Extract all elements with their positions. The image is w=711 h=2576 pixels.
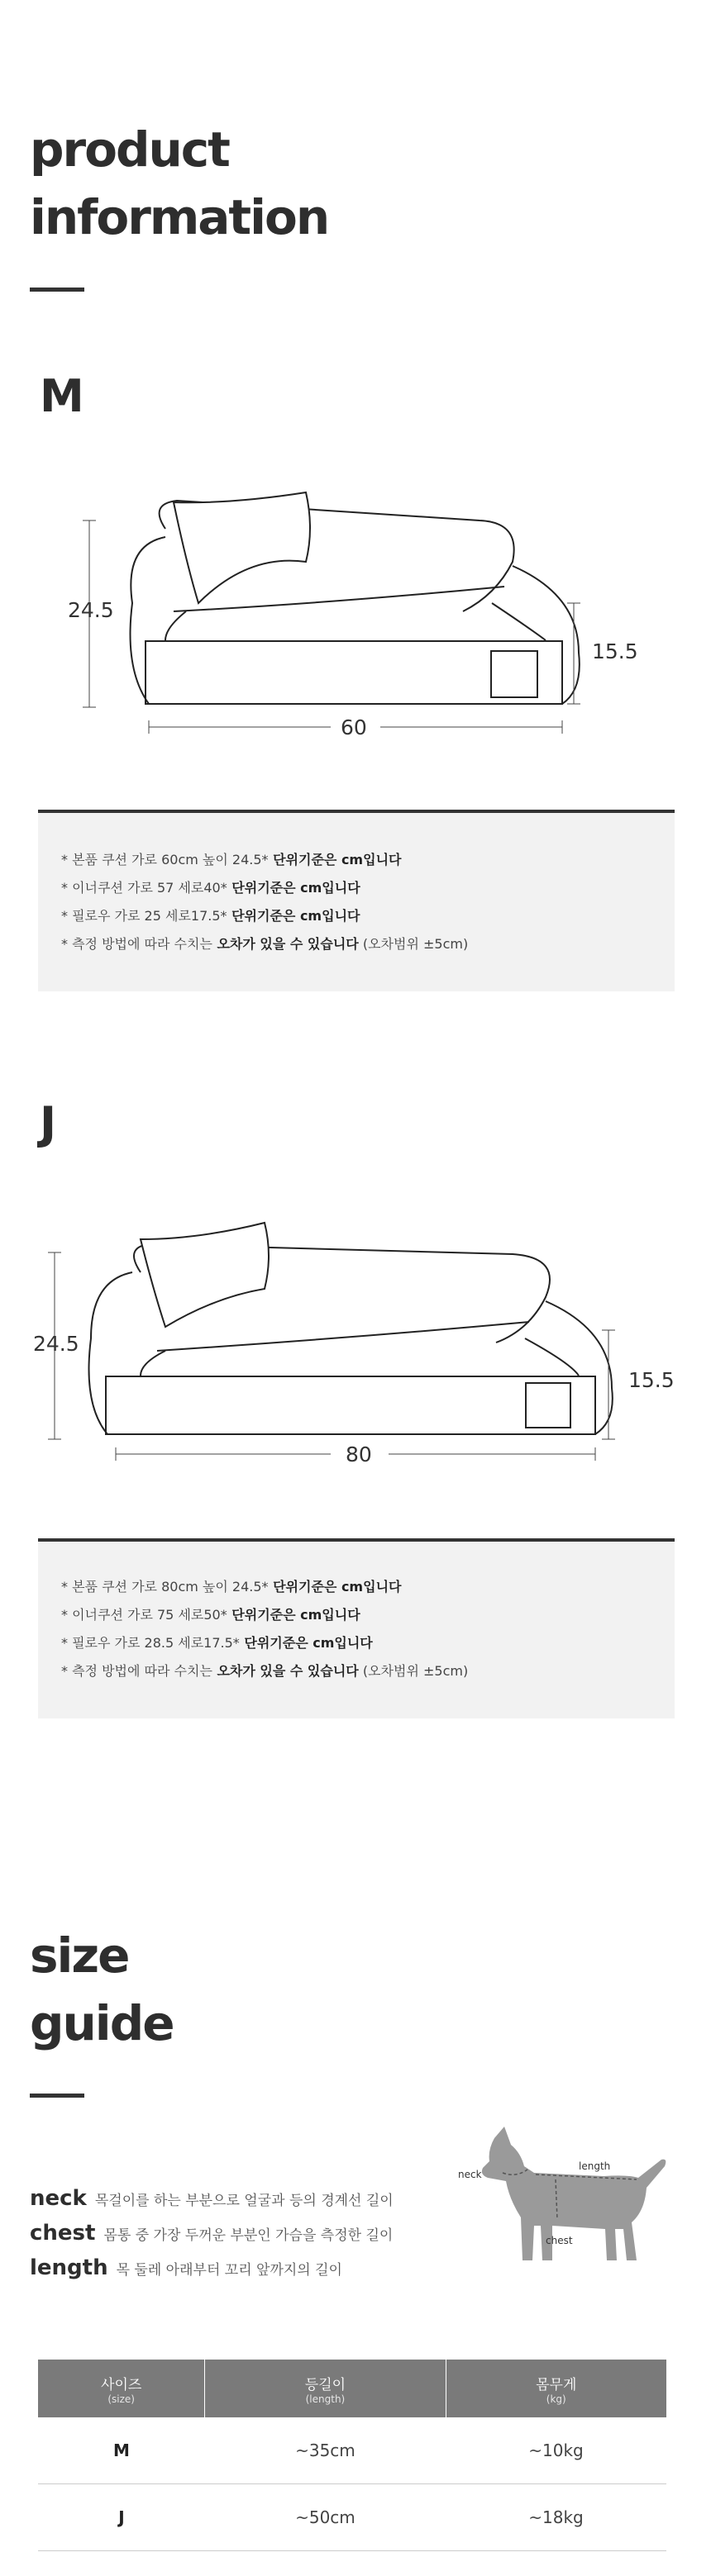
guide-desc-neck: 목걸이를 하는 부분으로 얼굴과 등의 경계선 길이 <box>94 2193 394 2209</box>
table-cell-size: M <box>38 2417 205 2484</box>
size-j-width-dim: 80 <box>346 1442 372 1466</box>
header-size: 사이즈 (size) <box>38 2360 205 2417</box>
heading-underline <box>30 288 84 292</box>
pillow-j <box>141 1223 269 1327</box>
guide-chest <box>30 2221 393 2246</box>
dog-silhouette <box>482 2127 666 2260</box>
product-info-heading <box>30 116 328 251</box>
table-cell-length: ~50cm <box>205 2484 446 2551</box>
pillow-m <box>174 492 310 603</box>
size-guide-underline <box>30 2094 84 2098</box>
size-j-note-4: * 측정 방법에 따라 수치는 오차가 있을 수 있습니다 (오차범위 ±5cm) <box>61 1663 469 1679</box>
size-m-note-2: * 이너쿠션 가로 57 세로40* 단위기준은 cm입니다 <box>61 880 360 896</box>
guide-desc-chest: 몸통 중 가장 두꺼운 부분인 가슴을 측정한 길이 <box>103 2227 394 2244</box>
size-guide-line-2: guide <box>30 1995 174 2051</box>
size-j-side-dim: 15.5 <box>628 1368 675 1392</box>
size-guide-line-1: size <box>30 1927 129 1984</box>
size-j-note-2: * 이너쿠션 가로 75 세로50* 단위기준은 cm입니다 <box>61 1607 360 1623</box>
size-guide-heading <box>30 1922 174 2057</box>
size-j-note-1: * 본품 쿠션 가로 80cm 높이 24.5* 단위기준은 cm입니다 <box>61 1579 402 1595</box>
heading-line-1: product <box>30 121 229 178</box>
size-m-note-3: * 필로우 가로 25 세로17.5* 단위기준은 cm입니다 <box>61 908 360 924</box>
guide-desc-length: 목 둘레 아래부터 꼬리 앞까지의 길이 <box>116 2262 342 2279</box>
guide-neck <box>30 2186 394 2211</box>
size-m-note-4: * 측정 방법에 따라 수치는 오차가 있을 수 있습니다 (오차범위 ±5cm) <box>61 936 469 952</box>
size-table-header-row <box>38 2360 666 2417</box>
size-j-height-dim: 24.5 <box>33 1332 79 1356</box>
dog-label-length: length <box>579 2160 611 2172</box>
size-j-label: J <box>40 1097 57 1149</box>
size-j-notes-box <box>38 1542 675 1718</box>
table-cell-weight: ~10kg <box>446 2417 666 2484</box>
table-cell-weight: ~18kg <box>446 2484 666 2551</box>
size-m-width-dim: 60 <box>341 715 367 739</box>
size-m-note-1: * 본품 쿠션 가로 60cm 높이 24.5* 단위기준은 cm입니다 <box>61 852 402 867</box>
guide-length <box>30 2255 342 2280</box>
size-table <box>38 2360 666 2551</box>
dog-diagram <box>455 2120 678 2302</box>
guide-term-length: length <box>30 2255 108 2280</box>
table-row <box>38 2417 666 2484</box>
size-m-notes-box <box>38 813 675 991</box>
table-cell-size: J <box>38 2484 205 2551</box>
size-m-side-dim: 15.5 <box>592 639 638 663</box>
size-j-note-3: * 필로우 가로 28.5 세로17.5* 단위기준은 cm입니다 <box>61 1635 373 1651</box>
size-m-label: M <box>40 370 84 422</box>
guide-term-neck: neck <box>30 2186 87 2211</box>
header-length: 등길이 (length) <box>205 2360 446 2417</box>
size-m-height-dim: 24.5 <box>68 598 114 622</box>
table-cell-length: ~35cm <box>205 2417 446 2484</box>
size-j-diagram <box>0 1206 711 1479</box>
header-weight: 몸무게 (kg) <box>446 2360 666 2417</box>
guide-term-chest: chest <box>30 2221 96 2246</box>
table-row <box>38 2484 666 2551</box>
dog-label-chest: chest <box>546 2235 573 2246</box>
dog-label-neck: neck <box>458 2169 482 2180</box>
heading-line-2: information <box>30 189 329 245</box>
